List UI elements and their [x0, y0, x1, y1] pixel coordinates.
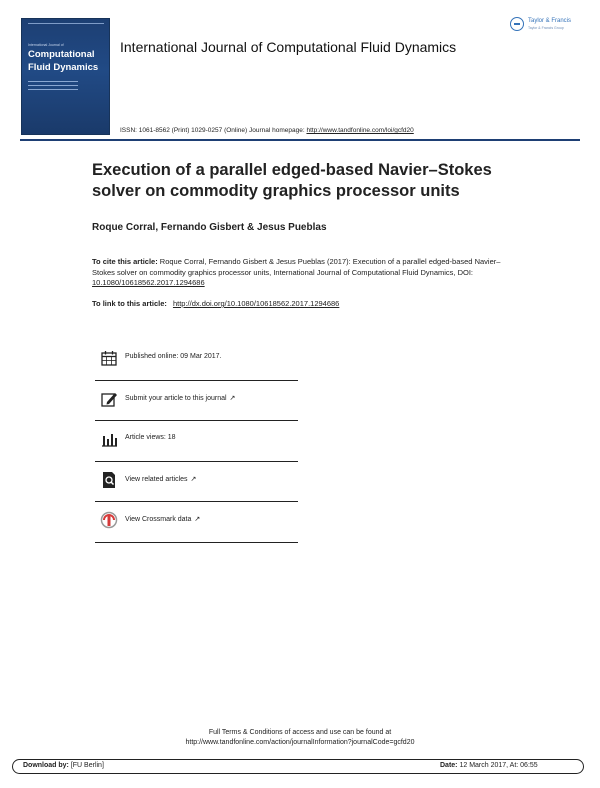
- link-label: To link to this article:: [92, 299, 169, 308]
- article-title: Execution of a parallel edged-based Navier–Stokes solver on commodity graphics processor units: [92, 161, 492, 200]
- article-authors: Roque Corral, Fernando Gisbert & Jesus Pueblas: [92, 222, 327, 233]
- downloaded-by: [23, 762, 104, 769]
- article-url-link[interactable]: http://dx.doi.org/10.1080/10618562.2017.1294686: [172, 299, 340, 308]
- issn-line: [120, 127, 414, 134]
- download-date: [440, 762, 538, 769]
- terms-url-link[interactable]: http://www.tandfonline.com/action/journalInformation?journalCode=gcfd20: [185, 739, 415, 746]
- publisher-sub: Taylor & Francis Group: [528, 26, 564, 30]
- link-line: [92, 299, 339, 308]
- downloaded-by-label: Download by:: [23, 762, 69, 769]
- publisher-logo: [510, 17, 585, 35]
- crossmark-row[interactable]: [95, 502, 298, 543]
- journal-name: International Journal of Computational Fluid Dynamics: [120, 39, 457, 55]
- crossmark-label: View Crossmark data: [125, 516, 192, 523]
- crossmark-link[interactable]: [125, 515, 200, 523]
- cover-small-line: International Journal of: [28, 43, 64, 47]
- published-online-row: [95, 340, 298, 381]
- cover-title-line-1: Computational: [28, 49, 95, 60]
- doi-link[interactable]: 10.1080/10618562.2017.1294686: [92, 278, 205, 287]
- crossmark-icon: [100, 511, 118, 529]
- related-articles-link[interactable]: [125, 475, 196, 483]
- publisher-name: Taylor & Francis: [528, 18, 572, 24]
- external-link-icon: ↗: [229, 394, 236, 402]
- external-link-icon: ↗: [194, 516, 201, 523]
- header-divider: [20, 139, 580, 141]
- terms-line-1: Full Terms & Conditions of access and use can be found at: [208, 729, 392, 736]
- submit-article-row[interactable]: [95, 381, 298, 422]
- bar-chart-icon: [100, 430, 118, 448]
- submit-article-link[interactable]: [125, 394, 235, 402]
- download-info-bar: [12, 759, 584, 774]
- journal-homepage-link[interactable]: http://www.tandfonline.com/loi/gcfd20: [306, 127, 414, 134]
- article-views-label: Article views: 18: [125, 434, 176, 441]
- edit-icon: [100, 390, 118, 408]
- published-online-label: Published online: 09 Mar 2017.: [125, 353, 222, 360]
- cover-top-line: [28, 23, 104, 24]
- terms-note: [0, 728, 600, 748]
- cover-decoration: [28, 81, 78, 93]
- issn-text: ISSN: 1061-8562 (Print) 1029-0257 (Online) Journal homepage:: [120, 127, 307, 134]
- download-date-label: Date:: [440, 762, 458, 769]
- calendar-icon: [100, 349, 118, 367]
- submit-article-label: Submit your article to this journal: [125, 394, 227, 402]
- related-articles-label: View related articles: [125, 475, 188, 483]
- cite-label: To cite this article:: [92, 257, 160, 266]
- article-info-list: [95, 340, 298, 543]
- journal-cover-image: [21, 18, 110, 135]
- related-articles-row[interactable]: [95, 462, 298, 503]
- cite-text: Roque Corral, Fernando Gisbert & Jesus Pueblas (2017): Execution of a parallel edged-based Navier–Stokes solver on commodity graphics processor units, International Journal of Computational Fluid Dynamics, DOI:: [92, 257, 501, 277]
- citation-block: [92, 257, 512, 289]
- external-link-icon: ↗: [190, 475, 197, 483]
- search-document-icon: [100, 471, 118, 489]
- publisher-logo-icon: [510, 17, 524, 31]
- cover-title-line-2: Fluid Dynamics: [28, 62, 99, 73]
- download-date-value: 12 March 2017, At: 06:55: [457, 762, 538, 769]
- article-views-row: [95, 421, 298, 462]
- downloaded-by-value: [FU Berlin]: [68, 762, 104, 769]
